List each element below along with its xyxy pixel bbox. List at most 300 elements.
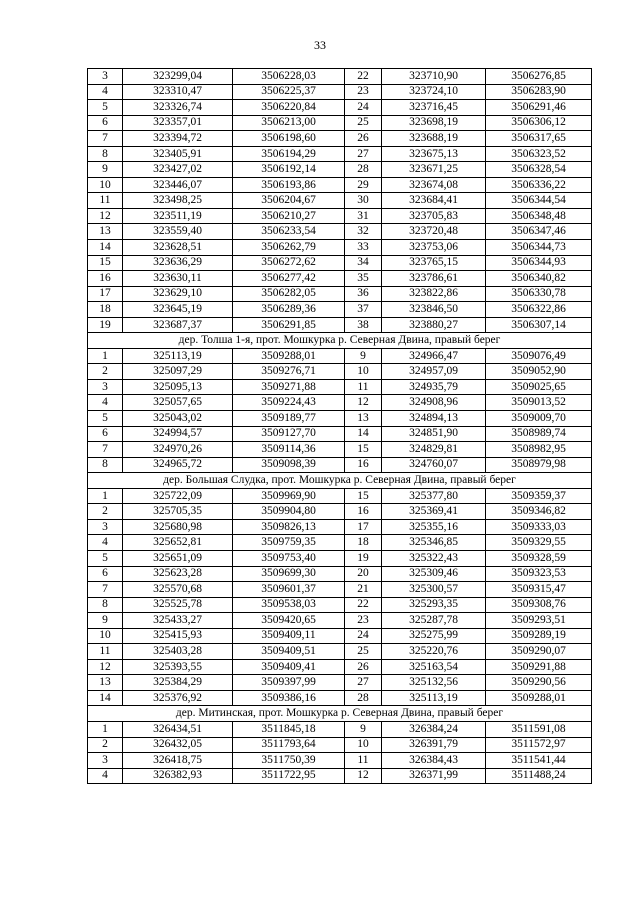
table-row	[88, 442, 592, 458]
x-coordinate-left: 325525,78	[123, 597, 233, 613]
table-row	[88, 193, 592, 209]
y-coordinate-left: 3506277,42	[233, 271, 345, 287]
point-number-left: 11	[88, 193, 123, 209]
x-coordinate-right: 325377,80	[382, 488, 486, 504]
x-coordinate-left: 325393,55	[123, 659, 233, 675]
y-coordinate-right: 3506323,52	[486, 146, 592, 162]
point-number-left: 12	[88, 208, 123, 224]
x-coordinate-left: 324965,72	[123, 457, 233, 473]
coordinates-table	[87, 68, 592, 784]
table-row	[88, 721, 592, 737]
y-coordinate-right: 3509315,47	[486, 582, 592, 598]
x-coordinate-left: 326382,93	[123, 768, 233, 784]
y-coordinate-left: 3506192,14	[233, 162, 345, 178]
y-coordinate-left: 3511722,95	[233, 768, 345, 784]
y-coordinate-right: 3509052,90	[486, 364, 592, 380]
table-row	[88, 177, 592, 193]
y-coordinate-right: 3511488,24	[486, 768, 592, 784]
point-number-right: 20	[345, 566, 382, 582]
x-coordinate-left: 325652,81	[123, 535, 233, 551]
point-number-right: 21	[345, 582, 382, 598]
point-number-right: 16	[345, 504, 382, 520]
point-number-left: 5	[88, 100, 123, 116]
x-coordinate-right: 325113,19	[382, 690, 486, 706]
y-coordinate-left: 3506289,36	[233, 302, 345, 318]
y-coordinate-left: 3506272,62	[233, 255, 345, 271]
x-coordinate-left: 325043,02	[123, 411, 233, 427]
y-coordinate-right: 3509290,56	[486, 675, 592, 691]
point-number-left: 13	[88, 675, 123, 691]
x-coordinate-right: 324829,81	[382, 442, 486, 458]
point-number-left: 6	[88, 115, 123, 131]
x-coordinate-left: 323636,29	[123, 255, 233, 271]
x-coordinate-left: 323326,74	[123, 100, 233, 116]
table-row	[88, 768, 592, 784]
x-coordinate-right: 325322,43	[382, 550, 486, 566]
table-row	[88, 348, 592, 364]
table-row	[88, 675, 592, 691]
x-coordinate-right: 324957,09	[382, 364, 486, 380]
x-coordinate-right: 325355,16	[382, 519, 486, 535]
point-number-left: 4	[88, 395, 123, 411]
point-number-right: 28	[345, 690, 382, 706]
point-number-left: 4	[88, 535, 123, 551]
y-coordinate-left: 3509386,16	[233, 690, 345, 706]
y-coordinate-left: 3509904,80	[233, 504, 345, 520]
table-row	[88, 208, 592, 224]
x-coordinate-right: 323765,15	[382, 255, 486, 271]
table-row	[88, 162, 592, 178]
point-number-right: 18	[345, 535, 382, 551]
y-coordinate-left: 3506225,37	[233, 84, 345, 100]
y-coordinate-left: 3509538,03	[233, 597, 345, 613]
y-coordinate-left: 3509409,41	[233, 659, 345, 675]
y-coordinate-right: 3509289,19	[486, 628, 592, 644]
point-number-right: 30	[345, 193, 382, 209]
point-number-right: 12	[345, 768, 382, 784]
y-coordinate-right: 3506330,78	[486, 286, 592, 302]
y-coordinate-right: 3506276,85	[486, 69, 592, 85]
x-coordinate-left: 323427,02	[123, 162, 233, 178]
table-row	[88, 84, 592, 100]
x-coordinate-left: 323628,51	[123, 240, 233, 256]
point-number-left: 8	[88, 146, 123, 162]
x-coordinate-right: 323716,45	[382, 100, 486, 116]
point-number-right: 15	[345, 488, 382, 504]
y-coordinate-left: 3509271,88	[233, 379, 345, 395]
point-number-right: 31	[345, 208, 382, 224]
x-coordinate-left: 325113,19	[123, 348, 233, 364]
y-coordinate-left: 3509969,90	[233, 488, 345, 504]
x-coordinate-right: 323786,61	[382, 271, 486, 287]
y-coordinate-left: 3506291,85	[233, 317, 345, 333]
x-coordinate-left: 324994,57	[123, 426, 233, 442]
y-coordinate-right: 3506291,46	[486, 100, 592, 116]
y-coordinate-left: 3506198,60	[233, 131, 345, 147]
table-row	[88, 255, 592, 271]
x-coordinate-left: 324970,26	[123, 442, 233, 458]
x-coordinate-right: 324851,90	[382, 426, 486, 442]
point-number-right: 25	[345, 115, 382, 131]
y-coordinate-left: 3506282,05	[233, 286, 345, 302]
y-coordinate-left: 3509127,70	[233, 426, 345, 442]
x-coordinate-left: 325415,93	[123, 628, 233, 644]
y-coordinate-right: 3506307,14	[486, 317, 592, 333]
x-coordinate-right: 325346,85	[382, 535, 486, 551]
table-row	[88, 426, 592, 442]
point-number-right: 19	[345, 550, 382, 566]
table-row	[88, 240, 592, 256]
y-coordinate-left: 3506193,86	[233, 177, 345, 193]
point-number-left: 2	[88, 504, 123, 520]
table-row	[88, 364, 592, 380]
point-number-right: 22	[345, 69, 382, 85]
table-row	[88, 100, 592, 116]
x-coordinate-right: 326371,99	[382, 768, 486, 784]
point-number-right: 27	[345, 675, 382, 691]
table-row	[88, 535, 592, 551]
point-number-left: 6	[88, 426, 123, 442]
x-coordinate-right: 326391,79	[382, 737, 486, 753]
y-coordinate-left: 3509189,77	[233, 411, 345, 427]
coordinates-table-body	[88, 69, 592, 784]
y-coordinate-right: 3509329,55	[486, 535, 592, 551]
y-coordinate-right: 3508979,98	[486, 457, 592, 473]
x-coordinate-right: 325287,78	[382, 613, 486, 629]
point-number-right: 27	[345, 146, 382, 162]
x-coordinate-right: 325220,76	[382, 644, 486, 660]
y-coordinate-left: 3509409,51	[233, 644, 345, 660]
section-header-row	[88, 706, 592, 722]
x-coordinate-right: 325132,56	[382, 675, 486, 691]
point-number-left: 2	[88, 364, 123, 380]
y-coordinate-left: 3506194,29	[233, 146, 345, 162]
point-number-left: 18	[88, 302, 123, 318]
table-row	[88, 690, 592, 706]
y-coordinate-left: 3511750,39	[233, 753, 345, 769]
point-number-left: 1	[88, 721, 123, 737]
x-coordinate-right: 323675,13	[382, 146, 486, 162]
y-coordinate-left: 3509759,35	[233, 535, 345, 551]
point-number-right: 9	[345, 348, 382, 364]
x-coordinate-right: 323698,19	[382, 115, 486, 131]
y-coordinate-left: 3506210,27	[233, 208, 345, 224]
point-number-left: 1	[88, 488, 123, 504]
x-coordinate-left: 326418,75	[123, 753, 233, 769]
x-coordinate-left: 323299,04	[123, 69, 233, 85]
table-row	[88, 379, 592, 395]
point-number-left: 17	[88, 286, 123, 302]
y-coordinate-left: 3509753,40	[233, 550, 345, 566]
y-coordinate-right: 3506344,93	[486, 255, 592, 271]
point-number-right: 12	[345, 395, 382, 411]
table-row	[88, 550, 592, 566]
x-coordinate-right: 323822,86	[382, 286, 486, 302]
y-coordinate-right: 3509013,52	[486, 395, 592, 411]
x-coordinate-left: 325384,29	[123, 675, 233, 691]
x-coordinate-left: 325651,09	[123, 550, 233, 566]
y-coordinate-left: 3509397,99	[233, 675, 345, 691]
x-coordinate-left: 323446,07	[123, 177, 233, 193]
point-number-left: 4	[88, 84, 123, 100]
point-number-left: 2	[88, 737, 123, 753]
x-coordinate-left: 325705,35	[123, 504, 233, 520]
y-coordinate-left: 3509114,36	[233, 442, 345, 458]
x-coordinate-right: 325309,46	[382, 566, 486, 582]
point-number-left: 6	[88, 566, 123, 582]
x-coordinate-left: 326432,05	[123, 737, 233, 753]
x-coordinate-right: 326384,24	[382, 721, 486, 737]
table-row	[88, 146, 592, 162]
point-number-left: 1	[88, 348, 123, 364]
point-number-right: 14	[345, 426, 382, 442]
x-coordinate-left: 325570,68	[123, 582, 233, 598]
x-coordinate-left: 326434,51	[123, 721, 233, 737]
point-number-left: 8	[88, 457, 123, 473]
table-row	[88, 69, 592, 85]
section-header-row	[88, 333, 592, 349]
x-coordinate-right: 323720,48	[382, 224, 486, 240]
x-coordinate-right: 323671,25	[382, 162, 486, 178]
x-coordinate-right: 324760,07	[382, 457, 486, 473]
point-number-left: 15	[88, 255, 123, 271]
x-coordinate-left: 325433,27	[123, 613, 233, 629]
point-number-left: 5	[88, 550, 123, 566]
x-coordinate-right: 326384,43	[382, 753, 486, 769]
y-coordinate-left: 3509224,43	[233, 395, 345, 411]
y-coordinate-right: 3511591,08	[486, 721, 592, 737]
y-coordinate-right: 3506322,86	[486, 302, 592, 318]
x-coordinate-right: 323710,90	[382, 69, 486, 85]
x-coordinate-left: 323559,40	[123, 224, 233, 240]
y-coordinate-right: 3506283,90	[486, 84, 592, 100]
y-coordinate-right: 3509308,76	[486, 597, 592, 613]
table-row	[88, 302, 592, 318]
y-coordinate-right: 3509288,01	[486, 690, 592, 706]
point-number-left: 4	[88, 768, 123, 784]
point-number-right: 24	[345, 100, 382, 116]
y-coordinate-right: 3509333,03	[486, 519, 592, 535]
x-coordinate-left: 323645,19	[123, 302, 233, 318]
x-coordinate-right: 324935,79	[382, 379, 486, 395]
section-title: дер. Митинская, прот. Мошкурка р. Северная Двина, правый берег	[88, 706, 592, 722]
table-row	[88, 659, 592, 675]
y-coordinate-right: 3511541,44	[486, 753, 592, 769]
x-coordinate-right: 323688,19	[382, 131, 486, 147]
point-number-left: 13	[88, 224, 123, 240]
y-coordinate-right: 3509346,82	[486, 504, 592, 520]
table-row	[88, 628, 592, 644]
y-coordinate-right: 3506340,82	[486, 271, 592, 287]
y-coordinate-right: 3509293,51	[486, 613, 592, 629]
y-coordinate-right: 3509359,37	[486, 488, 592, 504]
y-coordinate-right: 3509009,70	[486, 411, 592, 427]
y-coordinate-left: 3506262,79	[233, 240, 345, 256]
x-coordinate-left: 323498,25	[123, 193, 233, 209]
x-coordinate-right: 324894,13	[382, 411, 486, 427]
y-coordinate-left: 3509276,71	[233, 364, 345, 380]
table-row	[88, 566, 592, 582]
y-coordinate-left: 3506204,67	[233, 193, 345, 209]
page-number: 33	[314, 38, 326, 52]
y-coordinate-right: 3506348,48	[486, 208, 592, 224]
point-number-right: 11	[345, 379, 382, 395]
table-row	[88, 613, 592, 629]
point-number-left: 7	[88, 582, 123, 598]
point-number-right: 35	[345, 271, 382, 287]
point-number-right: 24	[345, 628, 382, 644]
point-number-right: 16	[345, 457, 382, 473]
point-number-right: 26	[345, 131, 382, 147]
y-coordinate-right: 3509328,59	[486, 550, 592, 566]
point-number-left: 7	[88, 131, 123, 147]
y-coordinate-right: 3509291,88	[486, 659, 592, 675]
point-number-right: 10	[345, 737, 382, 753]
y-coordinate-right: 3508982,95	[486, 442, 592, 458]
x-coordinate-right: 325275,99	[382, 628, 486, 644]
point-number-left: 7	[88, 442, 123, 458]
x-coordinate-left: 325680,98	[123, 519, 233, 535]
x-coordinate-right: 325293,35	[382, 597, 486, 613]
point-number-right: 28	[345, 162, 382, 178]
point-number-right: 9	[345, 721, 382, 737]
x-coordinate-right: 323753,06	[382, 240, 486, 256]
y-coordinate-right: 3506306,12	[486, 115, 592, 131]
table-row	[88, 115, 592, 131]
point-number-left: 9	[88, 162, 123, 178]
x-coordinate-right: 323880,27	[382, 317, 486, 333]
point-number-right: 36	[345, 286, 382, 302]
y-coordinate-left: 3511845,18	[233, 721, 345, 737]
table-row	[88, 317, 592, 333]
y-coordinate-left: 3506220,84	[233, 100, 345, 116]
x-coordinate-left: 325057,65	[123, 395, 233, 411]
point-number-right: 26	[345, 659, 382, 675]
x-coordinate-right: 325300,57	[382, 582, 486, 598]
point-number-left: 3	[88, 753, 123, 769]
point-number-right: 15	[345, 442, 382, 458]
point-number-right: 17	[345, 519, 382, 535]
y-coordinate-right: 3509025,65	[486, 379, 592, 395]
x-coordinate-left: 323687,37	[123, 317, 233, 333]
x-coordinate-left: 325097,29	[123, 364, 233, 380]
x-coordinate-right: 323684,41	[382, 193, 486, 209]
x-coordinate-right: 323724,10	[382, 84, 486, 100]
table-row	[88, 644, 592, 660]
point-number-left: 5	[88, 411, 123, 427]
x-coordinate-left: 323630,11	[123, 271, 233, 287]
point-number-right: 25	[345, 644, 382, 660]
point-number-left: 12	[88, 659, 123, 675]
point-number-left: 16	[88, 271, 123, 287]
y-coordinate-right: 3506344,54	[486, 193, 592, 209]
x-coordinate-right: 323846,50	[382, 302, 486, 318]
x-coordinate-left: 325722,09	[123, 488, 233, 504]
y-coordinate-left: 3509826,13	[233, 519, 345, 535]
point-number-right: 23	[345, 84, 382, 100]
x-coordinate-left: 323629,10	[123, 286, 233, 302]
table-row	[88, 395, 592, 411]
point-number-left: 9	[88, 613, 123, 629]
table-row	[88, 582, 592, 598]
x-coordinate-right: 323705,83	[382, 208, 486, 224]
table-row	[88, 286, 592, 302]
y-coordinate-right: 3506317,65	[486, 131, 592, 147]
y-coordinate-left: 3509409,11	[233, 628, 345, 644]
point-number-right: 22	[345, 597, 382, 613]
point-number-right: 29	[345, 177, 382, 193]
y-coordinate-left: 3509420,65	[233, 613, 345, 629]
point-number-right: 10	[345, 364, 382, 380]
x-coordinate-left: 323394,72	[123, 131, 233, 147]
x-coordinate-left: 325376,92	[123, 690, 233, 706]
point-number-left: 10	[88, 177, 123, 193]
y-coordinate-right: 3506347,46	[486, 224, 592, 240]
point-number-right: 23	[345, 613, 382, 629]
x-coordinate-right: 325163,54	[382, 659, 486, 675]
point-number-right: 38	[345, 317, 382, 333]
y-coordinate-right: 3511572,97	[486, 737, 592, 753]
table-row	[88, 753, 592, 769]
x-coordinate-left: 325623,28	[123, 566, 233, 582]
point-number-left: 3	[88, 519, 123, 535]
section-header-row	[88, 473, 592, 489]
y-coordinate-right: 3509290,07	[486, 644, 592, 660]
y-coordinate-left: 3506233,54	[233, 224, 345, 240]
x-coordinate-left: 323310,47	[123, 84, 233, 100]
point-number-right: 33	[345, 240, 382, 256]
point-number-left: 14	[88, 690, 123, 706]
y-coordinate-right: 3506336,22	[486, 177, 592, 193]
y-coordinate-right: 3506344,73	[486, 240, 592, 256]
table-row	[88, 737, 592, 753]
table-row	[88, 457, 592, 473]
point-number-left: 14	[88, 240, 123, 256]
table-row	[88, 488, 592, 504]
y-coordinate-left: 3511793,64	[233, 737, 345, 753]
section-title: дер. Большая Слудка, прот. Мошкурка р. Северная Двина, правый берег	[88, 473, 592, 489]
point-number-left: 10	[88, 628, 123, 644]
point-number-left: 19	[88, 317, 123, 333]
point-number-right: 32	[345, 224, 382, 240]
point-number-right: 34	[345, 255, 382, 271]
x-coordinate-right: 323674,08	[382, 177, 486, 193]
x-coordinate-right: 324966,47	[382, 348, 486, 364]
y-coordinate-left: 3509098,39	[233, 457, 345, 473]
point-number-left: 3	[88, 69, 123, 85]
x-coordinate-left: 323357,01	[123, 115, 233, 131]
x-coordinate-left: 325095,13	[123, 379, 233, 395]
x-coordinate-right: 324908,96	[382, 395, 486, 411]
x-coordinate-left: 323511,19	[123, 208, 233, 224]
table-row	[88, 411, 592, 427]
y-coordinate-left: 3509288,01	[233, 348, 345, 364]
point-number-left: 3	[88, 379, 123, 395]
y-coordinate-right: 3506328,54	[486, 162, 592, 178]
point-number-right: 37	[345, 302, 382, 318]
table-row	[88, 597, 592, 613]
x-coordinate-right: 325369,41	[382, 504, 486, 520]
point-number-left: 11	[88, 644, 123, 660]
table-row	[88, 271, 592, 287]
y-coordinate-left: 3509601,37	[233, 582, 345, 598]
point-number-right: 13	[345, 411, 382, 427]
table-row	[88, 504, 592, 520]
y-coordinate-right: 3508989,74	[486, 426, 592, 442]
y-coordinate-left: 3506228,03	[233, 69, 345, 85]
x-coordinate-left: 325403,28	[123, 644, 233, 660]
y-coordinate-right: 3509076,49	[486, 348, 592, 364]
